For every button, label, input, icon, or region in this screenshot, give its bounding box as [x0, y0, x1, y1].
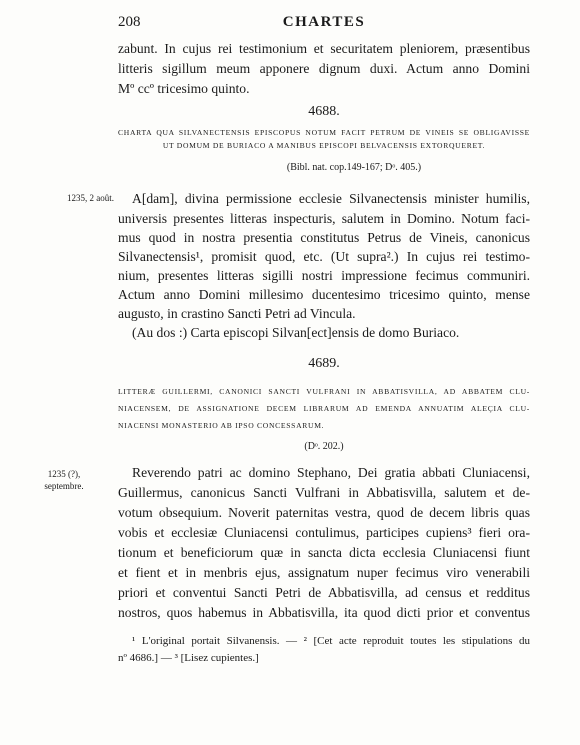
charter-rubric: NIACENSEM, DE ASSIGNATIONE DECEM LIBRARUM AD EMENDA ANNUATIM ALEÇIA CLU-: [118, 404, 530, 413]
text-line: universis presentes litteras inspecturis, salutem in Domino. Notum faci-: [118, 211, 530, 226]
charter-number: 4689.: [308, 356, 340, 371]
text-line: A[dam], divina permissione ecclesie Silvanectensis minister humilis,: [132, 191, 530, 206]
charter-rubric: LITTERÆ GUILLERMI, CANONICI SANCTI VULFRANI IN ABBATISVILLA, AD ABBATEM CLU-: [118, 387, 530, 396]
charter-source: (Dᵒ. 202.): [304, 441, 344, 452]
charter-rubric: CHARTA QUA SILVANECTENSIS EPISCOPUS NOTUM FACIT PETRUM DE VINEIS SE OBLIGAVISSE: [118, 128, 530, 137]
text-line: litteris sigillum meum apponere dignum duxi. Actum anno Domini: [118, 61, 530, 76]
text-line: nostros, quos habemus in Abbatisvilla, ita quod dicti prior et conventus: [118, 605, 530, 620]
text-line: priori et conventui Sancti Petri de Abbatisvilla, ad census et redditus: [118, 585, 530, 600]
text-line: Mº ccº tricesimo quinto.: [118, 81, 250, 96]
charter-rubric: NIACENSI MONASTERIO AB IPSO CONCESSARUM.: [118, 421, 325, 430]
footnote-line: nº 4686.] — ³ [Lisez cupientes.]: [118, 652, 259, 664]
text-line: mus quod in nostra presentia constitutus Petrus de Vineis, canonicus: [118, 230, 530, 245]
text-line: Reverendo patri ac domino Stephano, Dei gratia abbati Cluniacensi,: [132, 465, 530, 480]
charter-number: 4688.: [308, 104, 340, 119]
text-line: votum obsequium. Noverit paternitas vestra, quod de decem libris quas: [118, 505, 530, 520]
text-line: augusto, in crastino Sancti Petri ad Vincula.: [118, 306, 356, 321]
running-title: CHARTES: [282, 14, 366, 30]
margin-date: 1235 (?),: [47, 469, 81, 479]
text-line: zabunt. In cujus rei testimonium et securitatem pleniorem, præsentibus: [118, 41, 530, 56]
text-line: nium, presentes litteras sigilli nostri impressione fecimus communiri.: [118, 268, 530, 283]
charter-source: (Bibl. nat. cop.149-167; Dᵒ. 405.): [286, 162, 422, 173]
text-line: Silvanectensis¹, promisit quod, etc. (Ut supra².) In cujus rei testimo-: [118, 249, 530, 264]
text-line: Actum anno Domini millesimo ducentesimo tricesimo quinto, mense: [118, 287, 530, 302]
footnote-line: ¹ L'original portait Silvanensis. — ² [Cet acte reproduit toutes les stipulations du: [132, 635, 530, 647]
text-line: et fient et in menbris ejus, assignatum nuper fecimus viro venerabili: [118, 565, 530, 580]
text-line: vobis et ecclesiæ Cluniacensi contulimus, participes cupiens³ fieri ora-: [118, 525, 530, 540]
text-line: (Au dos :) Carta episcopi Silvan[ect]ensis de domo Buriaco.: [132, 325, 460, 340]
charter-rubric: UT DOMUM DE BURIACO A MANIBUS EPISCOPI BELVACENSIS EXTORQUERET.: [162, 141, 486, 150]
margin-date: septembre.: [44, 481, 84, 491]
page-number: 208: [118, 14, 141, 30]
text-line: tionum et beneficiorum quæ in sancta dicta ecclesia Cluniacensi fiunt: [118, 545, 530, 560]
margin-date: 1235, 2 août.: [67, 193, 114, 203]
text-line: Guillermus, canonicus Sancti Vulfrani in Abbatisvilla, salutem et de-: [118, 485, 530, 500]
